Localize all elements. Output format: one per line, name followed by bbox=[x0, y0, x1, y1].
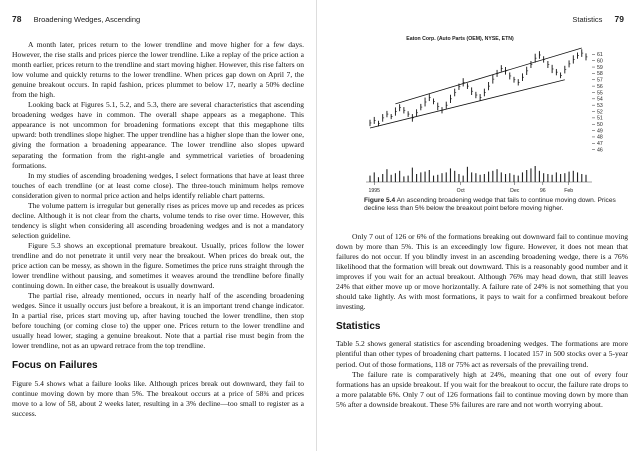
figure-caption bbox=[364, 197, 622, 213]
y-tick-label: 49 bbox=[597, 128, 603, 135]
y-tick-label: 59 bbox=[597, 64, 603, 71]
left-running-head: Broadening Wedges, Ascending bbox=[33, 15, 141, 24]
y-tick-label: 54 bbox=[597, 96, 603, 103]
left-paragraph: The partial rise, already mentioned, occurs in nearly half of the ascending broadening wedges. Since it usually occurs just before a breakout, it is an important trend change indicator. In a partial rise, prices start moving up, after having touched the lower trendline, then stop before touching (or coming close to) the upper one. Prices return to the lower trendline and usually head lower, staging a genuine breakout. Note that a partial rise must begin from the lower trendline, not as an upward retrace from the top trendline. bbox=[12, 291, 304, 351]
x-tick-label: 96 bbox=[539, 188, 546, 194]
right-body bbox=[336, 232, 628, 410]
x-tick-label: Feb bbox=[564, 188, 574, 194]
y-tick-label: 61 bbox=[597, 52, 603, 59]
statistics-heading: Statistics bbox=[336, 321, 381, 333]
price-bars bbox=[370, 49, 587, 126]
x-tick-label: 1995 bbox=[368, 188, 381, 194]
y-axis-ticks bbox=[592, 52, 603, 153]
y-tick-label: 57 bbox=[597, 77, 603, 84]
chart-title: Eaton Corp. (Auto Parts (OEM), NYSE, ETN) bbox=[406, 36, 514, 42]
left-paragraph: Figure 5.3 shows an exceptional premature breakout. Usually, prices follow the lower trendline and do not penetrate it until very near the breakout. When prices do break out, the price action can be messy, as shown in the figure. Sometimes the price runs straight through the lower trendline without pausing, and sometimes it weaves around the trendline before finally continuing down. In either case, the breakout is usually downward. bbox=[12, 240, 304, 291]
focus-heading: Focus on Failures bbox=[12, 360, 98, 372]
left-page-number: 78 bbox=[12, 14, 22, 24]
left-paragraph: The volume pattern is irregular but generally rises as prices move up and recedes as prices decline. Although it is not clear from the charts, volume tends to rise over time. However, this tendency is slight when considering all ascending broadening wedges and is not a mandatory selection guideline. bbox=[12, 200, 304, 240]
right-page bbox=[322, 0, 638, 451]
gutter bbox=[316, 0, 317, 451]
volume-bars bbox=[370, 166, 586, 182]
y-tick-label: 60 bbox=[597, 58, 603, 65]
focus-paragraph: Figure 5.4 shows what a failure looks like. Although prices break out downward, they fail to continue moving down by more than 5%. The breakout occurs at a price of 58¾ and prices move to a low of 58, about 2 weeks later, resulting in a 3% decline—too small to register as a success. bbox=[12, 378, 304, 418]
right-page-number: 79 bbox=[614, 14, 624, 24]
right-paragraph: Only 7 out of 126 or 6% of the formations breaking out downward fail to continue moving down by more than 5%. This is an exceedingly low figure. However, it does not mean that failures do not occur. If you blindly invest in an ascending broadening wedge, there is a 76% likelihood that the formation will break out downward. This is a reasonably good number and it improves if you wait for an actual breakout. Although 76% may head down, that still leaves 24% that either move up or move horizontally. A failure rate of 24% is not something that you should take lightly. As with most formations, it pays to wait for a confirmed breakout before investing. bbox=[336, 232, 628, 312]
caption-text: An ascending broadening wedge that fails to continue moving down. Prices decline less than 5% below the breakout point before moving higher. bbox=[364, 197, 616, 213]
chart-svg bbox=[364, 28, 612, 196]
y-tick-label: 50 bbox=[597, 122, 603, 129]
left-body bbox=[12, 40, 304, 419]
y-tick-label: 53 bbox=[597, 102, 603, 109]
left-paragraph: In my studies of ascending broadening wedges, I select formations that have at least three touches of each trendline (or at least come close). The three-touch minimum helps remove consideration given to normal price action and helps identify reliable chart patterns. bbox=[12, 170, 304, 200]
left-header bbox=[12, 14, 140, 24]
y-tick-label: 47 bbox=[597, 141, 603, 148]
stats-paragraph: Table 5.2 shows general statistics for ascending broadening wedges. The formations are more plentiful than other types of broadening chart patterns. I located 157 in 500 stocks over a 5-year period. Out of those formations, 118 or 75% act as reversals of the prevailing trend. bbox=[336, 339, 628, 369]
upper-trendline bbox=[395, 48, 581, 104]
left-paragraph: A month later, prices return to the lower trendline and move higher for a few days. However, the rise stalls and prices pierce the lower trendline. Like a replay of the price action a month earlier, prices return to the trendline and start moving higher. However, this rise falters on low volume and quickly returns to the lower trendline. When prices gap down on April 7, the genuine breakout occurs. In rapid fashion, prices plummet to below 17, nearly a 50% decline from the high. bbox=[12, 40, 304, 100]
y-tick-label: 56 bbox=[597, 83, 603, 90]
x-tick-label: Oct bbox=[456, 188, 465, 194]
y-tick-label: 48 bbox=[597, 134, 603, 141]
y-tick-label: 51 bbox=[597, 115, 603, 122]
left-paragraph: Looking back at Figures 5.1, 5.2, and 5.3, there are several characteristics that ascending broadening wedges have in common. The overall shape appears as a megaphone. This appearance is not uncommon for broadening formations except that this megaphone tilts upward: both trendlines slope higher. The upper trendline has a higher slope than the lower one, giving the formation a broadening appearance. The lower trendline also slopes upward separating the formation from the right-angle and symmetrical varieties of broadening formations. bbox=[12, 100, 304, 170]
left-page bbox=[0, 0, 316, 451]
stock-chart bbox=[364, 28, 612, 196]
x-axis-ticks bbox=[369, 182, 574, 194]
y-tick-label: 55 bbox=[597, 90, 603, 97]
y-tick-label: 58 bbox=[597, 71, 603, 78]
stats-paragraph: The failure rate is comparatively high at 24%, meaning that one out of every four formations has an upside breakout. If you wait for the breakout to occur, the failure rate drops to a more palatable 6%. Only 7 out of 126 formations fail to continue moving down by more than 5% after a downside breakout. These 5% failures are rare and not worth worrying about. bbox=[336, 369, 628, 409]
right-header bbox=[572, 14, 624, 24]
caption-label: Figure 5.4 bbox=[364, 197, 396, 204]
y-tick-label: 46 bbox=[597, 147, 603, 154]
right-running-head: Statistics bbox=[572, 15, 603, 24]
x-tick-label: Dec bbox=[510, 188, 520, 194]
y-tick-label: 52 bbox=[597, 109, 603, 116]
